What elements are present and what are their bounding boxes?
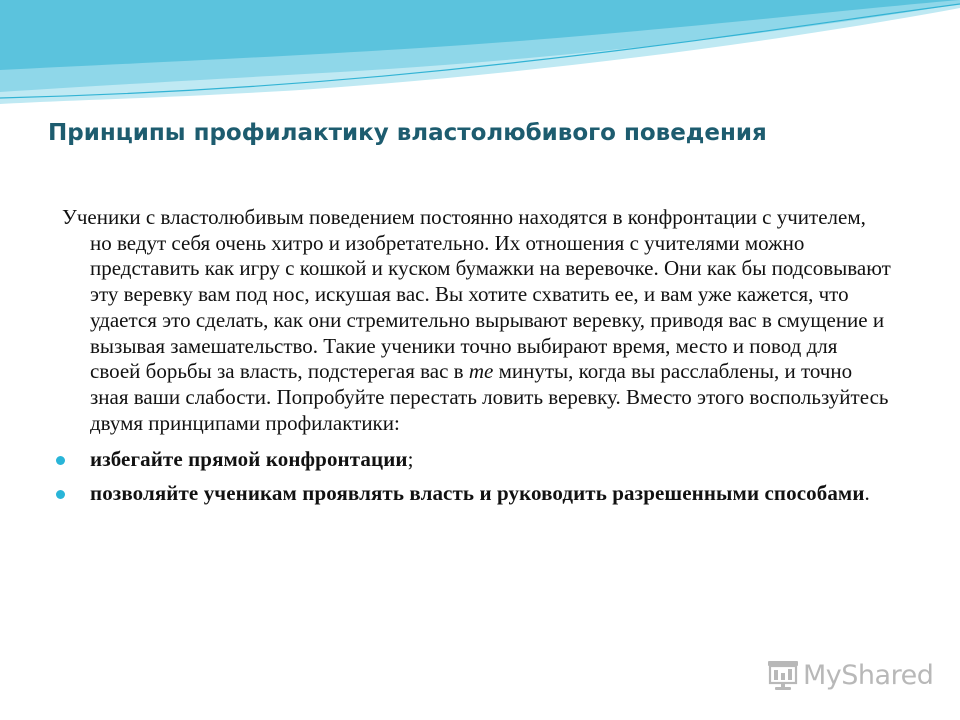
header-wave-decoration — [0, 0, 960, 130]
slide-body — [62, 205, 892, 515]
slide-title: Принципы профилактику властолюбивого поведения — [48, 120, 767, 146]
paragraph-text-start: Ученики с властолюбивым поведением постоянно находятся в конфронтации с учителем, но ведут себя очень хитро и изобретательно. Их отношения с учителями можно представить как игру с кошкой и куском бумажки на веревочке. Они как бы подсовывают эту веревку вам под нос, искушая вас. Вы хотите схватить ее, и вам уже кажется, что удается это сделать, как они стремительно вырывают веревку, приводя вас в смущение и вызывая замешательство. Такие ученики точно выбирают время, место и повод для своей борьбы за власть, подстерегая вас в — [62, 205, 891, 384]
list-item — [62, 481, 892, 507]
myshared-watermark — [766, 655, 933, 695]
paragraph-text-end: минуты, когда вы расслаблены, и точно зная ваши слабости. Попробуйте перестать ловить веревку. Вместо этого воспользуйтесь двумя принципами профилактики: — [90, 359, 889, 435]
list-item — [62, 447, 892, 473]
list-item-text: избегайте прямой конфронтации — [90, 447, 408, 472]
principles-list — [62, 447, 892, 506]
list-item-punctuation: . — [864, 481, 870, 506]
list-item-punctuation: ; — [407, 447, 414, 472]
bullet-dot-icon — [56, 490, 65, 499]
paragraph-emphasis: те — [468, 359, 494, 384]
watermark-text: MyShared — [803, 659, 934, 691]
presentation-board-icon — [766, 658, 800, 692]
bullet-dot-icon — [56, 456, 65, 465]
list-item-text: позволяйте ученикам проявлять власть и руководить разрешенными способами — [90, 481, 865, 506]
body-paragraph — [62, 205, 892, 436]
